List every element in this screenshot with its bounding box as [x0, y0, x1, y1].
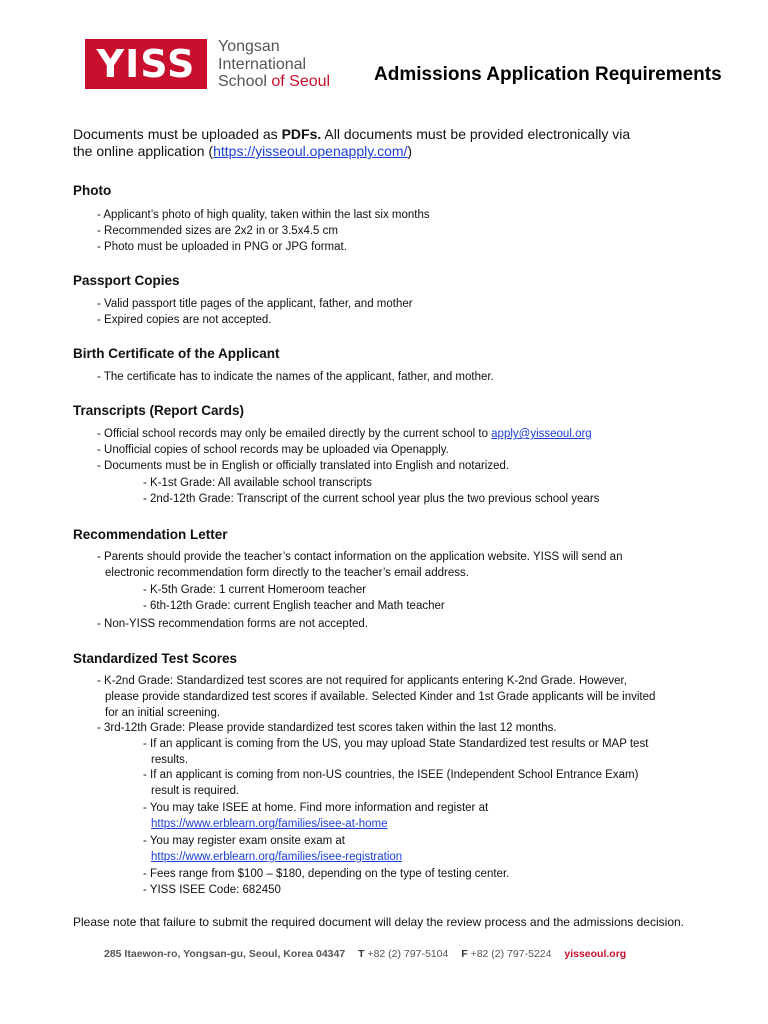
list-item: - Recommended sizes are 2x2 in or 3.5x4.5 cm [97, 225, 338, 237]
logo-line-2: International [218, 55, 307, 73]
section-heading-birth-certificate: Birth Certificate of the Applicant [73, 346, 280, 361]
transcripts-item-1-text: - Official school records may only be emailed directly by the current school to [97, 428, 492, 440]
list-subitem: - If an applicant is coming from non-US countries, the ISEE (Independent School Entrance Exam) [143, 769, 639, 781]
footer-fax: +82 (2) 797-5224 [470, 948, 552, 960]
isee-registration-link[interactable]: https://www.erblearn.org/families/isee-registration [151, 851, 403, 863]
section-heading-test-scores: Standardized Test Scores [73, 651, 238, 666]
list-subitem: - You may take ISEE at home. Find more information and register at [143, 802, 489, 814]
list-subitem-continuation: result is required. [151, 785, 240, 797]
list-item: - Unofficial copies of school records may be uploaded via Openapply. [97, 444, 449, 456]
list-item: - 3rd-12th Grade: Please provide standardized test scores taken within the last 12 months. [97, 722, 557, 734]
list-subitem: - YISS ISEE Code: 682450 [143, 884, 281, 896]
logo-mark: YISS [85, 39, 207, 89]
intro-text-1: Documents must be uploaded as [73, 126, 282, 142]
list-subitem-continuation [151, 816, 388, 832]
list-subitem: - K-5th Grade: 1 current Homeroom teacher [143, 584, 367, 596]
intro-paragraph [73, 126, 693, 160]
apply-email-link[interactable]: apply@yisseoul.org [491, 428, 592, 440]
list-item: - Applicant’s photo of high quality, taken within the last six months [97, 209, 430, 221]
list-item: - Documents must be in English or officially translated into English and notarized. [97, 460, 510, 472]
list-item: - Expired copies are not accepted. [97, 314, 272, 326]
list-item-continuation: for an initial screening. [105, 707, 221, 719]
list-item: - Photo must be uploaded in PNG or JPG format. [97, 241, 347, 253]
list-subitem-continuation: results. [151, 754, 189, 766]
list-item: - The certificate has to indicate the names of the applicant, father, and mother. [97, 371, 494, 383]
section-heading-photo: Photo [73, 183, 112, 198]
list-item-continuation: electronic recommendation form directly to the teacher’s email address. [105, 567, 469, 579]
list-item: - Parents should provide the teacher’s contact information on the application website. YISS will send an [97, 551, 623, 563]
list-item: - K-2nd Grade: Standardized test scores are not required for applicants entering K-2nd Grade. However, [97, 675, 627, 687]
footer-fax-label: F [461, 948, 468, 960]
isee-at-home-link[interactable]: https://www.erblearn.org/families/isee-at-home [151, 818, 388, 830]
intro-text-4: ) [407, 143, 413, 159]
list-subitem-continuation [151, 849, 402, 865]
list-item: - Non-YISS recommendation forms are not accepted. [97, 618, 369, 630]
section-heading-transcripts: Transcripts (Report Cards) [73, 403, 245, 418]
section-heading-recommendation: Recommendation Letter [73, 527, 228, 542]
logo-line-3b: of Seoul [271, 73, 331, 90]
logo-line-1: Yongsan [218, 38, 280, 55]
list-item: - Valid passport title pages of the applicant, father, and mother [97, 298, 413, 310]
list-subitem: - 6th-12th Grade: current English teacher and Math teacher [143, 600, 445, 612]
section-heading-passport: Passport Copies [73, 273, 180, 288]
intro-bold: PDFs. [281, 126, 322, 142]
footer-phone: +82 (2) 797-5104 [367, 948, 449, 960]
list-subitem: - K-1st Grade: All available school transcripts [143, 477, 372, 489]
intro-text-2: All documents must be provided electronically via [321, 126, 631, 142]
list-item-continuation: please provide standardized test scores if available. Selected Kinder and 1st Grade applicants will be invited [105, 691, 656, 703]
list-subitem: - Fees range from $100 – $180, depending on the type of testing center. [143, 868, 510, 880]
page-title: Admissions Application Requirements [374, 64, 722, 85]
list-subitem: - You may register exam onsite exam at [143, 835, 345, 847]
logo-line-3a: School [218, 73, 267, 90]
list-subitem: - If an applicant is coming from the US, you may upload State Standardized test results or MAP test [143, 738, 649, 750]
list-subitem: - 2nd-12th Grade: Transcript of the current school year plus the two previous school years [143, 493, 600, 505]
list-item [97, 426, 592, 442]
footer-address: 285 Itaewon-ro, Yongsan-gu, Seoul, Korea 04347 [104, 948, 346, 960]
closing-note: Please note that failure to submit the required document will delay the review process and the admissions decision. [73, 915, 684, 929]
openapply-link[interactable]: https://yisseoul.openapply.com/ [213, 143, 408, 159]
footer [104, 948, 626, 960]
footer-website[interactable]: yisseoul.org [564, 948, 627, 960]
footer-phone-label: T [358, 948, 365, 960]
intro-text-3: the online application ( [73, 143, 214, 159]
logo-line-3 [218, 73, 330, 91]
logo-wordmark [218, 38, 330, 91]
